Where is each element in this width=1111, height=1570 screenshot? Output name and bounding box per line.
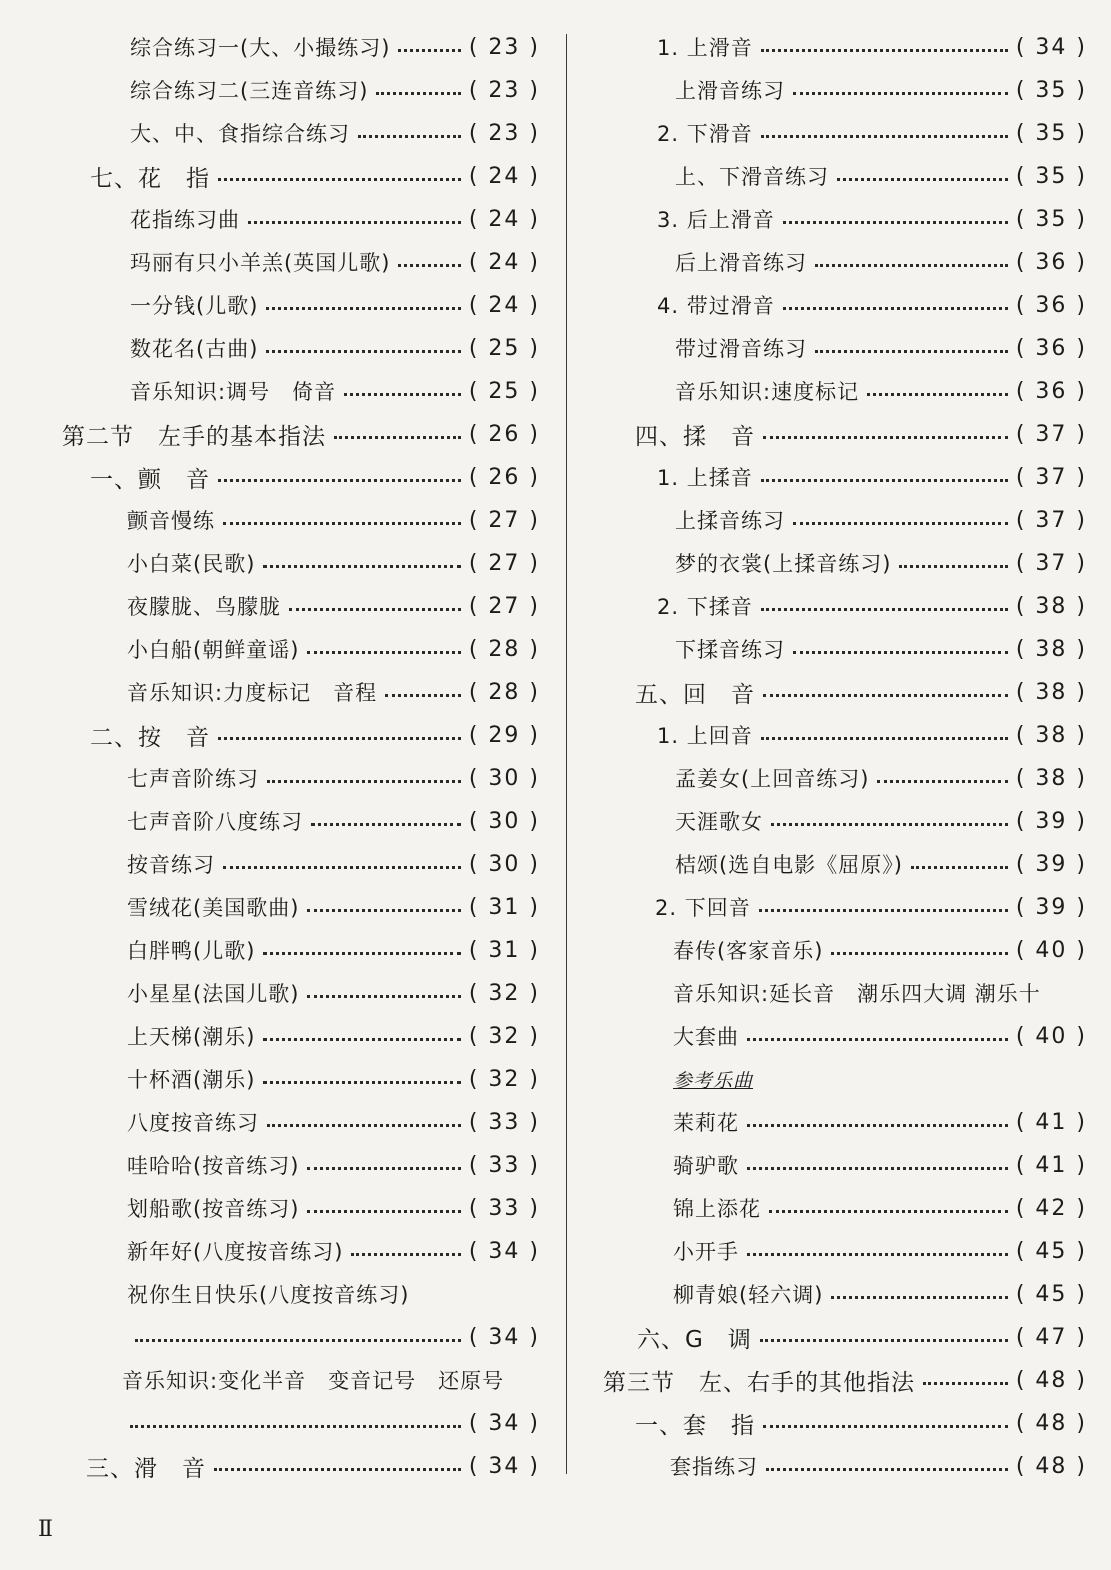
toc-entry-page: ( 48 ) bbox=[1015, 1453, 1087, 1479]
toc-entry-page: ( 38 ) bbox=[1015, 679, 1087, 705]
leader-dots bbox=[307, 651, 460, 654]
toc-entry-title: 新年好(八度按音练习) bbox=[127, 1240, 344, 1264]
toc-entry-page: ( 26 ) bbox=[468, 464, 540, 490]
toc-entry-page: ( 42 ) bbox=[1015, 1195, 1087, 1221]
leader-dots bbox=[307, 1210, 460, 1213]
leader-dots bbox=[214, 1468, 461, 1471]
toc-entry-title: 春传(客家音乐) bbox=[673, 939, 824, 963]
toc-entry-page: ( 33 ) bbox=[468, 1195, 540, 1221]
leader-dots bbox=[263, 565, 460, 568]
toc-entry-title: 玛丽有只小羊羔(英国儿歌) bbox=[130, 251, 391, 275]
leader-dots bbox=[223, 522, 461, 525]
leader-dots bbox=[837, 178, 1008, 181]
toc-entry[interactable] bbox=[130, 285, 540, 325]
toc-entry-title: 哇哈哈(按音练习) bbox=[127, 1154, 300, 1178]
toc-entry-title: 十杯酒(潮乐) bbox=[127, 1068, 256, 1092]
leader-dots bbox=[763, 694, 1008, 697]
toc-entry-title: 上天梯(潮乐) bbox=[127, 1025, 256, 1049]
toc-entry-title: 综合练习一(大、小撮练习) bbox=[130, 36, 391, 60]
toc-entry-title: 小白船(朝鲜童谣) bbox=[127, 638, 300, 662]
toc-entry-title: 白胖鸭(儿歌) bbox=[127, 939, 256, 963]
toc-entry[interactable] bbox=[130, 70, 540, 110]
leader-dots bbox=[761, 135, 1008, 138]
leader-dots bbox=[783, 221, 1008, 224]
toc-entry[interactable] bbox=[673, 1188, 1087, 1228]
page-number: Ⅱ bbox=[38, 1517, 53, 1542]
toc-entry-page: ( 41 ) bbox=[1015, 1152, 1087, 1178]
leader-dots bbox=[867, 393, 1008, 396]
toc-entry-page: ( 48 ) bbox=[1015, 1367, 1087, 1393]
column-divider bbox=[566, 34, 567, 1474]
toc-entry-page: ( 32 ) bbox=[468, 1023, 540, 1049]
toc-entry-title: 雪绒花(美国歌曲) bbox=[127, 896, 300, 920]
toc-entry-page: ( 35 ) bbox=[1015, 163, 1087, 189]
leader-dots bbox=[747, 1167, 1008, 1170]
toc-entry-title: 2. 下揉音 bbox=[657, 595, 753, 619]
toc-entry[interactable] bbox=[675, 801, 1087, 841]
toc-entry-page: ( 33 ) bbox=[468, 1152, 540, 1178]
leader-dots bbox=[877, 780, 1007, 783]
leader-dots bbox=[831, 952, 1007, 955]
toc-entry-page: ( 38 ) bbox=[1015, 722, 1087, 748]
toc-entry-title: 音乐知识:力度标记 音程 bbox=[127, 681, 378, 705]
toc-entry[interactable] bbox=[657, 586, 1087, 626]
leader-dots bbox=[248, 221, 461, 224]
toc-entry-page: ( 24 ) bbox=[468, 249, 540, 275]
toc-entry-page: ( 35 ) bbox=[1015, 206, 1087, 232]
leader-dots bbox=[263, 952, 460, 955]
toc-entry[interactable] bbox=[670, 1446, 1087, 1486]
toc-entry-title: 七声音阶练习 bbox=[127, 767, 259, 791]
toc-entry-page: ( 23 ) bbox=[468, 34, 540, 60]
leader-dots bbox=[385, 694, 461, 697]
toc-entry-title: 后上滑音练习 bbox=[675, 251, 807, 275]
toc-entry-page: ( 28 ) bbox=[468, 636, 540, 662]
toc-entry-title: 上揉音练习 bbox=[675, 509, 785, 533]
toc-entry-page: ( 38 ) bbox=[1015, 765, 1087, 791]
toc-entry-title: 第二节 左手的基本指法 bbox=[62, 423, 326, 450]
toc-entry-title: 桔颂(选自电影《屈原》) bbox=[675, 853, 903, 877]
toc-entry-page: ( 24 ) bbox=[468, 292, 540, 318]
toc-entry[interactable] bbox=[127, 500, 540, 540]
leader-dots bbox=[747, 1038, 1008, 1041]
toc-entry[interactable] bbox=[127, 543, 540, 583]
leader-dots bbox=[307, 995, 460, 998]
toc-entry[interactable] bbox=[127, 1188, 540, 1228]
leader-dots bbox=[759, 909, 1008, 912]
toc-entry-title: 花指练习曲 bbox=[130, 208, 240, 232]
reference-pieces-heading bbox=[673, 1059, 1087, 1099]
toc-entry-title: 梦的衣裳(上揉音练习) bbox=[675, 552, 892, 576]
toc-entry-title: 祝你生日快乐(八度按音练习) bbox=[127, 1283, 410, 1307]
toc-entry-page: ( 24 ) bbox=[468, 163, 540, 189]
toc-entry[interactable] bbox=[127, 887, 540, 927]
leader-dots bbox=[344, 393, 461, 396]
toc-entry-page: ( 34 ) bbox=[468, 1324, 540, 1350]
toc-entry-title: 音乐知识:速度标记 bbox=[675, 380, 860, 404]
toc-entry-page: ( 37 ) bbox=[1015, 421, 1087, 447]
toc-entry-title: 音乐知识:延长音 潮乐四大调 潮乐十 bbox=[673, 982, 1041, 1006]
leader-dots bbox=[267, 1124, 461, 1127]
toc-entry-page: ( 39 ) bbox=[1015, 894, 1087, 920]
leader-dots bbox=[763, 1425, 1008, 1428]
toc-entry-page: ( 33 ) bbox=[468, 1109, 540, 1135]
toc-entry[interactable] bbox=[127, 1274, 540, 1314]
toc-entry[interactable] bbox=[657, 457, 1087, 497]
toc-entry-title: 五、回 音 bbox=[635, 681, 755, 708]
toc-entry-title: 1. 上滑音 bbox=[657, 36, 753, 60]
leader-dots bbox=[307, 909, 460, 912]
leader-dots bbox=[218, 479, 461, 482]
toc-entry-title: 柳青娘(轻六调) bbox=[673, 1283, 824, 1307]
toc-entry[interactable] bbox=[657, 285, 1087, 325]
toc-entry-title: 孟姜女(上回音练习) bbox=[675, 767, 870, 791]
toc-entry-heading[interactable] bbox=[635, 672, 1087, 712]
toc-entry-continuation[interactable] bbox=[127, 1317, 540, 1357]
toc-entry-page: ( 39 ) bbox=[1015, 808, 1087, 834]
toc-entry-page: ( 24 ) bbox=[468, 206, 540, 232]
toc-entry-page: ( 32 ) bbox=[468, 980, 540, 1006]
toc-entry-title: 四、揉 音 bbox=[635, 423, 755, 450]
leader-dots bbox=[747, 1253, 1008, 1256]
toc-entry-title: 七声音阶八度练习 bbox=[127, 810, 303, 834]
toc-entry-section[interactable] bbox=[603, 1360, 1087, 1400]
toc-entry-title: 锦上添花 bbox=[673, 1197, 761, 1221]
toc-entry[interactable] bbox=[675, 500, 1087, 540]
leader-dots bbox=[923, 1382, 1008, 1385]
leader-dots bbox=[351, 1253, 460, 1256]
toc-entry-title: 二、按 音 bbox=[90, 724, 210, 751]
toc-entry[interactable] bbox=[130, 113, 540, 153]
toc-entry[interactable] bbox=[127, 629, 540, 669]
toc-entry-title: 六、G 调 bbox=[637, 1326, 752, 1353]
leader-dots bbox=[911, 866, 1008, 869]
toc-entry-title: 参考乐曲 bbox=[673, 1069, 754, 1092]
toc-entry-section[interactable] bbox=[62, 414, 540, 454]
toc-entry-heading[interactable] bbox=[637, 1317, 1087, 1357]
toc-entry[interactable] bbox=[127, 801, 540, 841]
leader-dots bbox=[289, 608, 461, 611]
toc-entry-title: 一、套 指 bbox=[635, 1412, 755, 1439]
toc-entry-title: 综合练习二(三连音练习) bbox=[130, 79, 369, 103]
toc-entry[interactable] bbox=[675, 844, 1087, 884]
toc-entry-page: ( 36 ) bbox=[1015, 292, 1087, 318]
toc-entry-title: 1. 上回音 bbox=[657, 724, 753, 748]
toc-entry[interactable] bbox=[657, 715, 1087, 755]
toc-entry-title: 4. 带过滑音 bbox=[657, 294, 775, 318]
toc-entry-page: ( 34 ) bbox=[468, 1410, 540, 1436]
toc-entry-page: ( 37 ) bbox=[1015, 550, 1087, 576]
toc-entry-title: 数花名(古曲) bbox=[130, 337, 259, 361]
toc-entry-page: ( 36 ) bbox=[1015, 249, 1087, 275]
toc-entry-page: ( 28 ) bbox=[468, 679, 540, 705]
leader-dots bbox=[793, 522, 1008, 525]
toc-entry-title: 三、滑 音 bbox=[86, 1455, 206, 1482]
toc-entry-page: ( 34 ) bbox=[1015, 34, 1087, 60]
toc-entry-page: ( 31 ) bbox=[468, 894, 540, 920]
toc-entry-title: 一分钱(儿歌) bbox=[130, 294, 259, 318]
toc-entry-heading[interactable] bbox=[635, 414, 1087, 454]
toc-entry[interactable] bbox=[130, 27, 540, 67]
toc-entry-page: ( 23 ) bbox=[468, 120, 540, 146]
toc-entry-title: 下揉音练习 bbox=[675, 638, 785, 662]
leader-dots bbox=[815, 264, 1008, 267]
toc-entry[interactable] bbox=[122, 1360, 540, 1400]
toc-entry[interactable] bbox=[130, 328, 540, 368]
toc-entry[interactable] bbox=[127, 758, 540, 798]
leader-dots bbox=[130, 1425, 461, 1428]
toc-entry-page: ( 23 ) bbox=[468, 77, 540, 103]
toc-entry-page: ( 27 ) bbox=[468, 507, 540, 533]
leader-dots bbox=[266, 350, 460, 353]
toc-entry[interactable] bbox=[127, 973, 540, 1013]
toc-entry-page: ( 25 ) bbox=[468, 378, 540, 404]
toc-entry[interactable] bbox=[675, 371, 1087, 411]
leader-dots bbox=[218, 178, 461, 181]
toc-entry-page: ( 35 ) bbox=[1015, 120, 1087, 146]
leader-dots bbox=[376, 92, 460, 95]
toc-entry[interactable] bbox=[675, 328, 1087, 368]
toc-entry-page: ( 35 ) bbox=[1015, 77, 1087, 103]
toc-entry[interactable] bbox=[127, 844, 540, 884]
leader-dots bbox=[815, 350, 1008, 353]
leader-dots bbox=[761, 479, 1008, 482]
toc-entry-page: ( 48 ) bbox=[1015, 1410, 1087, 1436]
toc-entry-page: ( 38 ) bbox=[1015, 593, 1087, 619]
toc-entry[interactable] bbox=[657, 27, 1087, 67]
leader-dots bbox=[334, 436, 461, 439]
toc-entry-heading[interactable] bbox=[90, 156, 540, 196]
toc-entry-page: ( 31 ) bbox=[468, 937, 540, 963]
toc-entry-heading[interactable] bbox=[86, 1446, 540, 1486]
toc-entry-title: 大、中、食指综合练习 bbox=[130, 122, 350, 146]
leader-dots bbox=[135, 1339, 461, 1342]
toc-entry-title: 八度按音练习 bbox=[127, 1111, 259, 1135]
leader-dots bbox=[398, 49, 460, 52]
toc-entry-page: ( 34 ) bbox=[468, 1238, 540, 1264]
toc-entry-title: 3. 后上滑音 bbox=[657, 208, 775, 232]
leader-dots bbox=[223, 866, 461, 869]
toc-entry-page: ( 39 ) bbox=[1015, 851, 1087, 877]
toc-entry[interactable] bbox=[673, 1102, 1087, 1142]
toc-entry-page: ( 30 ) bbox=[468, 765, 540, 791]
toc-entry[interactable] bbox=[675, 543, 1087, 583]
toc-entry[interactable] bbox=[127, 1016, 540, 1056]
toc-entry-title: 夜朦胧、鸟朦胧 bbox=[127, 595, 281, 619]
leader-dots bbox=[793, 92, 1008, 95]
leader-dots bbox=[769, 1210, 1008, 1213]
leader-dots bbox=[760, 1339, 1008, 1342]
leader-dots bbox=[761, 737, 1008, 740]
toc-entry[interactable] bbox=[673, 930, 1087, 970]
toc-entry-title: 小开手 bbox=[673, 1240, 739, 1264]
toc-entry-title: 小白菜(民歌) bbox=[127, 552, 256, 576]
toc-entry-page: ( 27 ) bbox=[468, 593, 540, 619]
toc-entry[interactable] bbox=[675, 156, 1087, 196]
leader-dots bbox=[266, 307, 460, 310]
toc-entry-continuation[interactable] bbox=[122, 1403, 540, 1443]
toc-entry-title: 上、下滑音练习 bbox=[675, 165, 829, 189]
toc-entry-page: ( 30 ) bbox=[468, 808, 540, 834]
toc-entry-title: 音乐知识:变化半音 变音记号 还原号 bbox=[122, 1369, 505, 1393]
toc-entry[interactable] bbox=[127, 1059, 540, 1099]
toc-entry[interactable] bbox=[675, 629, 1087, 669]
leader-dots bbox=[761, 49, 1008, 52]
toc-entry-heading[interactable] bbox=[635, 1403, 1087, 1443]
toc-entry[interactable] bbox=[127, 1231, 540, 1271]
toc-entry-title: 划船歌(按音练习) bbox=[127, 1197, 300, 1221]
leader-dots bbox=[358, 135, 461, 138]
leader-dots bbox=[783, 307, 1008, 310]
toc-entry-page: ( 34 ) bbox=[468, 1453, 540, 1479]
toc-entry-title: 大套曲 bbox=[673, 1025, 739, 1049]
toc-entry-title: 1. 上揉音 bbox=[657, 466, 753, 490]
toc-entry-title: 2. 下回音 bbox=[655, 896, 751, 920]
toc-entry[interactable] bbox=[130, 371, 540, 411]
toc-entry[interactable] bbox=[657, 199, 1087, 239]
toc-entry-page: ( 25 ) bbox=[468, 335, 540, 361]
toc-entry[interactable] bbox=[673, 1274, 1087, 1314]
toc-entry-page: ( 36 ) bbox=[1015, 378, 1087, 404]
leader-dots bbox=[263, 1038, 460, 1041]
leader-dots bbox=[311, 823, 461, 826]
toc-entry[interactable] bbox=[130, 242, 540, 282]
toc-entry-title: 天涯歌女 bbox=[675, 810, 763, 834]
toc-entry[interactable] bbox=[673, 1145, 1087, 1185]
toc-entry-title: 音乐知识:调号 倚音 bbox=[130, 380, 337, 404]
toc-entry-title: 茉莉花 bbox=[673, 1111, 739, 1135]
toc-entry-page: ( 27 ) bbox=[468, 550, 540, 576]
leader-dots bbox=[831, 1296, 1007, 1299]
toc-entry-title: 套指练习 bbox=[670, 1455, 758, 1479]
leader-dots bbox=[307, 1167, 460, 1170]
toc-entry-page: ( 26 ) bbox=[468, 421, 540, 447]
toc-entry[interactable] bbox=[127, 586, 540, 626]
toc-entry[interactable] bbox=[657, 113, 1087, 153]
toc-entry-title: 小星星(法国儿歌) bbox=[127, 982, 300, 1006]
toc-entry[interactable] bbox=[673, 1231, 1087, 1271]
toc-entry-title: 骑驴歌 bbox=[673, 1154, 739, 1178]
toc-entry-page: ( 45 ) bbox=[1015, 1238, 1087, 1264]
leader-dots bbox=[398, 264, 460, 267]
toc-entry-page: ( 47 ) bbox=[1015, 1324, 1087, 1350]
leader-dots bbox=[218, 737, 461, 740]
leader-dots bbox=[763, 436, 1008, 439]
toc-entry-title: 一、颤 音 bbox=[90, 466, 210, 493]
toc-entry[interactable] bbox=[127, 1102, 540, 1142]
toc-entry[interactable] bbox=[675, 242, 1087, 282]
leader-dots bbox=[771, 823, 1008, 826]
toc-entry-page: ( 41 ) bbox=[1015, 1109, 1087, 1135]
toc-entry-heading[interactable] bbox=[90, 715, 540, 755]
toc-entry[interactable] bbox=[127, 930, 540, 970]
toc-entry-continuation[interactable] bbox=[673, 1016, 1087, 1056]
toc-entry-page: ( 36 ) bbox=[1015, 335, 1087, 361]
toc-entry-page: ( 45 ) bbox=[1015, 1281, 1087, 1307]
toc-entry-page: ( 37 ) bbox=[1015, 464, 1087, 490]
toc-entry-title: 带过滑音练习 bbox=[675, 337, 807, 361]
toc-entry-page: ( 32 ) bbox=[468, 1066, 540, 1092]
toc-entry-heading[interactable] bbox=[90, 457, 540, 497]
toc-entry[interactable] bbox=[673, 973, 1087, 1013]
leader-dots bbox=[766, 1468, 1008, 1471]
toc-entry-title: 颤音慢练 bbox=[127, 509, 215, 533]
toc-entry[interactable] bbox=[130, 199, 540, 239]
toc-entry[interactable] bbox=[675, 758, 1087, 798]
toc-entry-title: 七、花 指 bbox=[90, 165, 210, 192]
toc-entry-page: ( 29 ) bbox=[468, 722, 540, 748]
toc-entry[interactable] bbox=[655, 887, 1087, 927]
leader-dots bbox=[761, 608, 1008, 611]
toc-entry-page: ( 38 ) bbox=[1015, 636, 1087, 662]
leader-dots bbox=[793, 651, 1008, 654]
toc-entry[interactable] bbox=[675, 70, 1087, 110]
toc-entry[interactable] bbox=[127, 672, 540, 712]
toc-entry-title: 第三节 左、右手的其他指法 bbox=[603, 1369, 915, 1396]
toc-entry-title: 按音练习 bbox=[127, 853, 215, 877]
leader-dots bbox=[899, 565, 1007, 568]
toc-entry-page: ( 40 ) bbox=[1015, 1023, 1087, 1049]
toc-entry-page: ( 37 ) bbox=[1015, 507, 1087, 533]
leader-dots bbox=[263, 1081, 460, 1084]
toc-entry-title: 2. 下滑音 bbox=[657, 122, 753, 146]
leader-dots bbox=[747, 1124, 1008, 1127]
leader-dots bbox=[267, 780, 461, 783]
toc-entry-title: 上滑音练习 bbox=[675, 79, 785, 103]
toc-entry[interactable] bbox=[127, 1145, 540, 1185]
toc-entry-page: ( 30 ) bbox=[468, 851, 540, 877]
toc-entry-page: ( 40 ) bbox=[1015, 937, 1087, 963]
